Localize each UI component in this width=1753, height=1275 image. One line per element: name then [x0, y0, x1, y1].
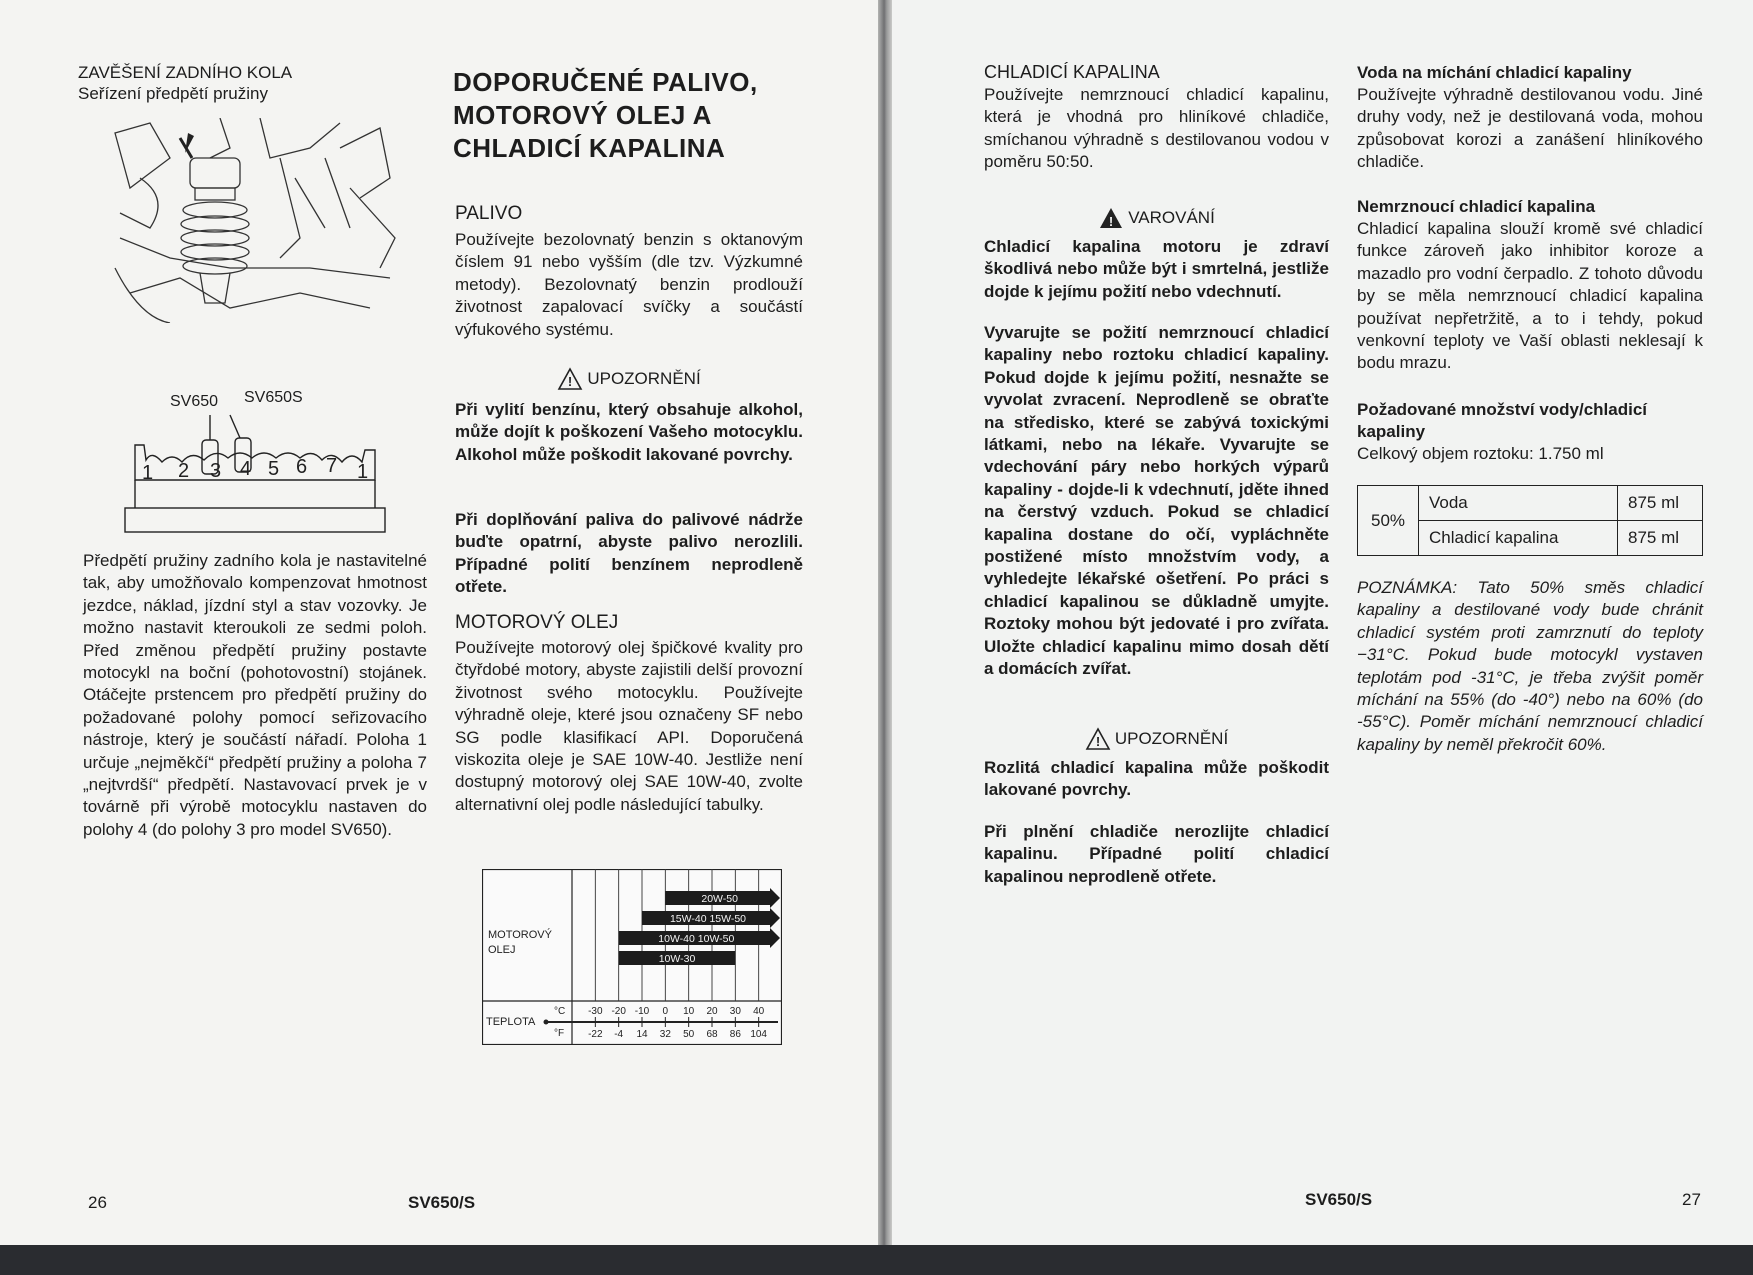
position-2: 2: [178, 460, 190, 482]
table-row: [1358, 486, 1703, 521]
chart-axis-label: TEPLOTA: [486, 1016, 536, 1028]
coolant-text: Používejte nemrznoucí chladicí kapalinu, která je vhodná pro hliníkové chladiče, smíchanou výhradně s destilovanou vodou v poměru 50:50.: [984, 85, 1329, 172]
antifreeze-heading: Nemrznoucí chladicí kapalina: [1357, 197, 1596, 216]
quantity-total: Celkový objem roztoku: 1.750 ml: [1357, 444, 1604, 463]
tick-label-c: 20: [706, 1006, 718, 1017]
right-page: [892, 0, 1753, 1245]
tick-label-f: 68: [706, 1029, 718, 1040]
fuel-heading: PALIVO: [455, 203, 523, 224]
table-cell-amount: 875 ml: [1618, 521, 1703, 556]
tick-label-c: -30: [588, 1006, 603, 1017]
coolant-caution-label: UPOZORNĚNÍ: [1114, 729, 1229, 748]
tick-label-c: 0: [662, 1006, 669, 1017]
oil-viscosity-chart: [482, 869, 782, 1045]
tick-label-c: 30: [729, 1006, 741, 1017]
coolant-heading: CHLADICÍ KAPALINA: [984, 62, 1160, 82]
chart-row-label-line-2: OLEJ: [488, 944, 516, 956]
chart-row-label-line-1: MOTOROVÝ: [488, 929, 552, 941]
position-5: 5: [268, 458, 280, 480]
position-1-end: 1: [357, 461, 369, 483]
tick-label-f: 50: [683, 1029, 695, 1040]
table-cell-name: Chladicí kapalina: [1419, 521, 1618, 556]
subsection-title: Seřízení předpětí pružiny: [78, 84, 268, 103]
viscosity-bar-label: 10W-30: [658, 953, 696, 965]
label-sv650: SV650: [170, 393, 219, 410]
tick-label-f: -4: [614, 1029, 624, 1040]
tick-label-f: 32: [659, 1029, 671, 1040]
rear-shock-illustration: [110, 118, 400, 323]
coolant-warning-header: [984, 206, 1329, 230]
tick-label-c: -20: [611, 1006, 626, 1017]
chart-unit-c: °C: [554, 1006, 566, 1017]
coolant-warning-label: VAROVÁNÍ: [1128, 208, 1215, 227]
table-cell-amount: 875 ml: [1618, 486, 1703, 521]
coolant-warning-text-1: Chladicí kapalina motoru je zdraví škodlivá nebo může být i smrtelná, jestliže dojde k jejímu požití nebo vdechnutí.: [984, 237, 1329, 301]
page-number-right: 27: [1682, 1190, 1701, 1209]
position-4: 4: [240, 458, 252, 480]
tick-label-c: 10: [683, 1006, 695, 1017]
note-text: POZNÁMKA: Tato 50% směs chladicí kapaliny a destilované vody bude chránit chladicí systém proti zamrznutí do teploty −31°C. Pokud bude motocykl vystaven teplotám pod -31°C, je třeba zvýšit poměr míchání na 55% (do -40°) nebo na 60% (do -55°C). Poměr míchání nemrznoucí chladicí kapaliny by neměl překročit 60%.: [1357, 578, 1703, 754]
section-title: ZAVĚŠENÍ ZADNÍHO KOLA: [78, 63, 293, 82]
fuel-caution-text-2: Při doplňování paliva do palivové nádrže buďte opatrní, abyste palivo nerozlili. Případné polití benzínem neprodleně otřete.: [455, 510, 803, 597]
tick-label-f: -22: [588, 1029, 603, 1040]
suspension-body-text: Předpětí pružiny zadního kola je nastavitelné tak, aby umožňovalo kompenzovat hmotnost jezdce, náklad, jízdní styl a stav vozovky. Je možno nastavit kteroukoli ze sedmi poloh. Před změnou předpětí pružiny postavte motocykl na boční (pohotovostní) stojánek. Otáčejte prstencem pro předpětí pružiny do požadované polohy pomocí seřizovacího nástroje, který je součástí nářadí. Poloha 1 určuje „nejměkčí“ předpětí pružiny a poloha 7 „nejtvrdší“ předpětí. Nastavovací prvek je v továrně při výrobě motocyklu nastaven do polohy 4 (do polohy 3 pro model SV650).: [83, 551, 427, 839]
table-cell-name: Voda: [1419, 486, 1618, 521]
viscosity-bar-label: 20W-50: [701, 893, 738, 905]
page-number-left: 26: [88, 1193, 107, 1212]
svg-text:!: !: [1109, 214, 1114, 229]
viscosity-bar-label: 10W-40 10W-50: [658, 933, 735, 945]
tick-label-f: 86: [729, 1029, 741, 1040]
spring-adjuster-diagram: [120, 410, 390, 535]
viscosity-bar-label: 15W-40 15W-50: [669, 913, 747, 925]
mix-ratio-table: [1357, 485, 1703, 556]
water-text: Používejte výhradně destilovanou vodu. Jiné druhy vody, než je destilovaná voda, mohou způsobovat korozi a zanášení hliníkového chladiče.: [1357, 85, 1703, 172]
ratio-cell: 50%: [1358, 486, 1419, 556]
position-6: 6: [296, 456, 308, 478]
coolant-caution-header: [984, 727, 1329, 751]
tick-label-f: 104: [750, 1029, 768, 1040]
caution-triangle-icon: [557, 367, 583, 391]
oil-heading: MOTOROVÝ OLEJ: [455, 612, 619, 633]
fuel-caution-header: [455, 367, 803, 391]
suspension-title: [78, 62, 292, 104]
tick-label-c: 40: [753, 1006, 765, 1017]
label-sv650s: SV650S: [244, 389, 303, 406]
tick-label-f: 14: [636, 1029, 648, 1040]
fuel-caution-label: UPOZORNĚNÍ: [587, 369, 701, 388]
footer-model-right: SV650/S: [1305, 1190, 1373, 1209]
tick-label-c: -10: [634, 1006, 650, 1017]
position-1: 1: [142, 462, 154, 484]
quantity-heading: Požadované množství vody/chladicí kapaliny: [1357, 400, 1648, 441]
bleed-through-text: [120, 900, 400, 922]
footer-model-left: SV650/S: [408, 1193, 476, 1212]
left-page: [0, 0, 878, 1245]
coolant-caution-text-2: Při plnění chladiče nerozlijte chladicí kapalinu. Případné polití chladicí kapalinou neprodleně otřete.: [984, 822, 1329, 886]
warning-triangle-icon: [1098, 206, 1124, 230]
chart-unit-f: °F: [554, 1028, 565, 1039]
caution-triangle-icon: [1085, 727, 1111, 751]
fuel-caution-text-1: Při vylití benzínu, který obsahuje alkohol, může dojít k poškození Vašeho motocyklu. Alkohol může poškodit lakované povrchy.: [455, 400, 803, 464]
fuel-text: Používejte bezolovnatý benzin s oktanovým číslem 91 nebo vyšším (dle tzv. Výzkumné metody). Bezolovnatý benzin prodlouží životnost zapalovací svíčky a součástí výfukového systému.: [455, 230, 803, 339]
svg-text:!: !: [1095, 734, 1100, 749]
position-7: 7: [326, 455, 338, 477]
coolant-warning-text-2: Vyvarujte se požití nemrznoucí chladicí kapaliny nebo roztoku chladicí kapaliny. Pokud dojde k jejímu požití, nesnažte se vyvolat zvracení. Neprodleně se obraťte na středisko, které se zabývá toxickými látkami, nebo na lékaře. Vyvarujte se vdechování páry nebo horkých výparů kapaliny - dojde-li k vdechnutí, jděte ihned na čerstvý vzduch. Pokud se chladicí kapalina dostane do očí, vypláchněte postižené místo množstvím vody, a vyhledejte lékařské ošetření. Po práci s chladicí kapalinou se důkladně umyjte. Roztoky mohou být jedovaté i pro zvířata. Uložte chladicí kapalinu mimo dosah dětí a domácích zvířat.: [984, 323, 1329, 679]
oil-text: Používejte motorový olej špičkové kvality pro čtyřdobé motory, abyste zajistili delší provozní životnost svého motocyklu. Používejte výhradně oleje, které jsou označeny SF nebo SG podle klasifikací API. Doporučená viskozita oleje je SAE 10W-40. Jestliže není dostupný motorový olej SAE 10W-40, zvolte alternativní olej podle následující tabulky.: [455, 638, 803, 814]
water-heading: Voda na míchání chladicí kapaliny: [1357, 63, 1632, 82]
coolant-caution-text-1: Rozlitá chladicí kapalina může poškodit lakované povrchy.: [984, 758, 1329, 800]
svg-text:!: !: [568, 374, 573, 389]
position-3: 3: [210, 460, 222, 482]
antifreeze-text: Chladicí kapalina slouží kromě své chladicí funkce zároveň jako inhibitor koroze a mazadlo pro vodní čerpadlo. Z tohoto důvodu by se měla nemrznoucí chladicí kapalina používat nepřetržitě, a to i tehdy, pokud venkovní teploty ve Vaší oblasti neklesají k bodu mrazu.: [1357, 219, 1703, 373]
main-title: DOPORUČENÉ PALIVO, MOTOROVÝ OLEJ A CHLADICÍ KAPALINA: [453, 67, 758, 163]
